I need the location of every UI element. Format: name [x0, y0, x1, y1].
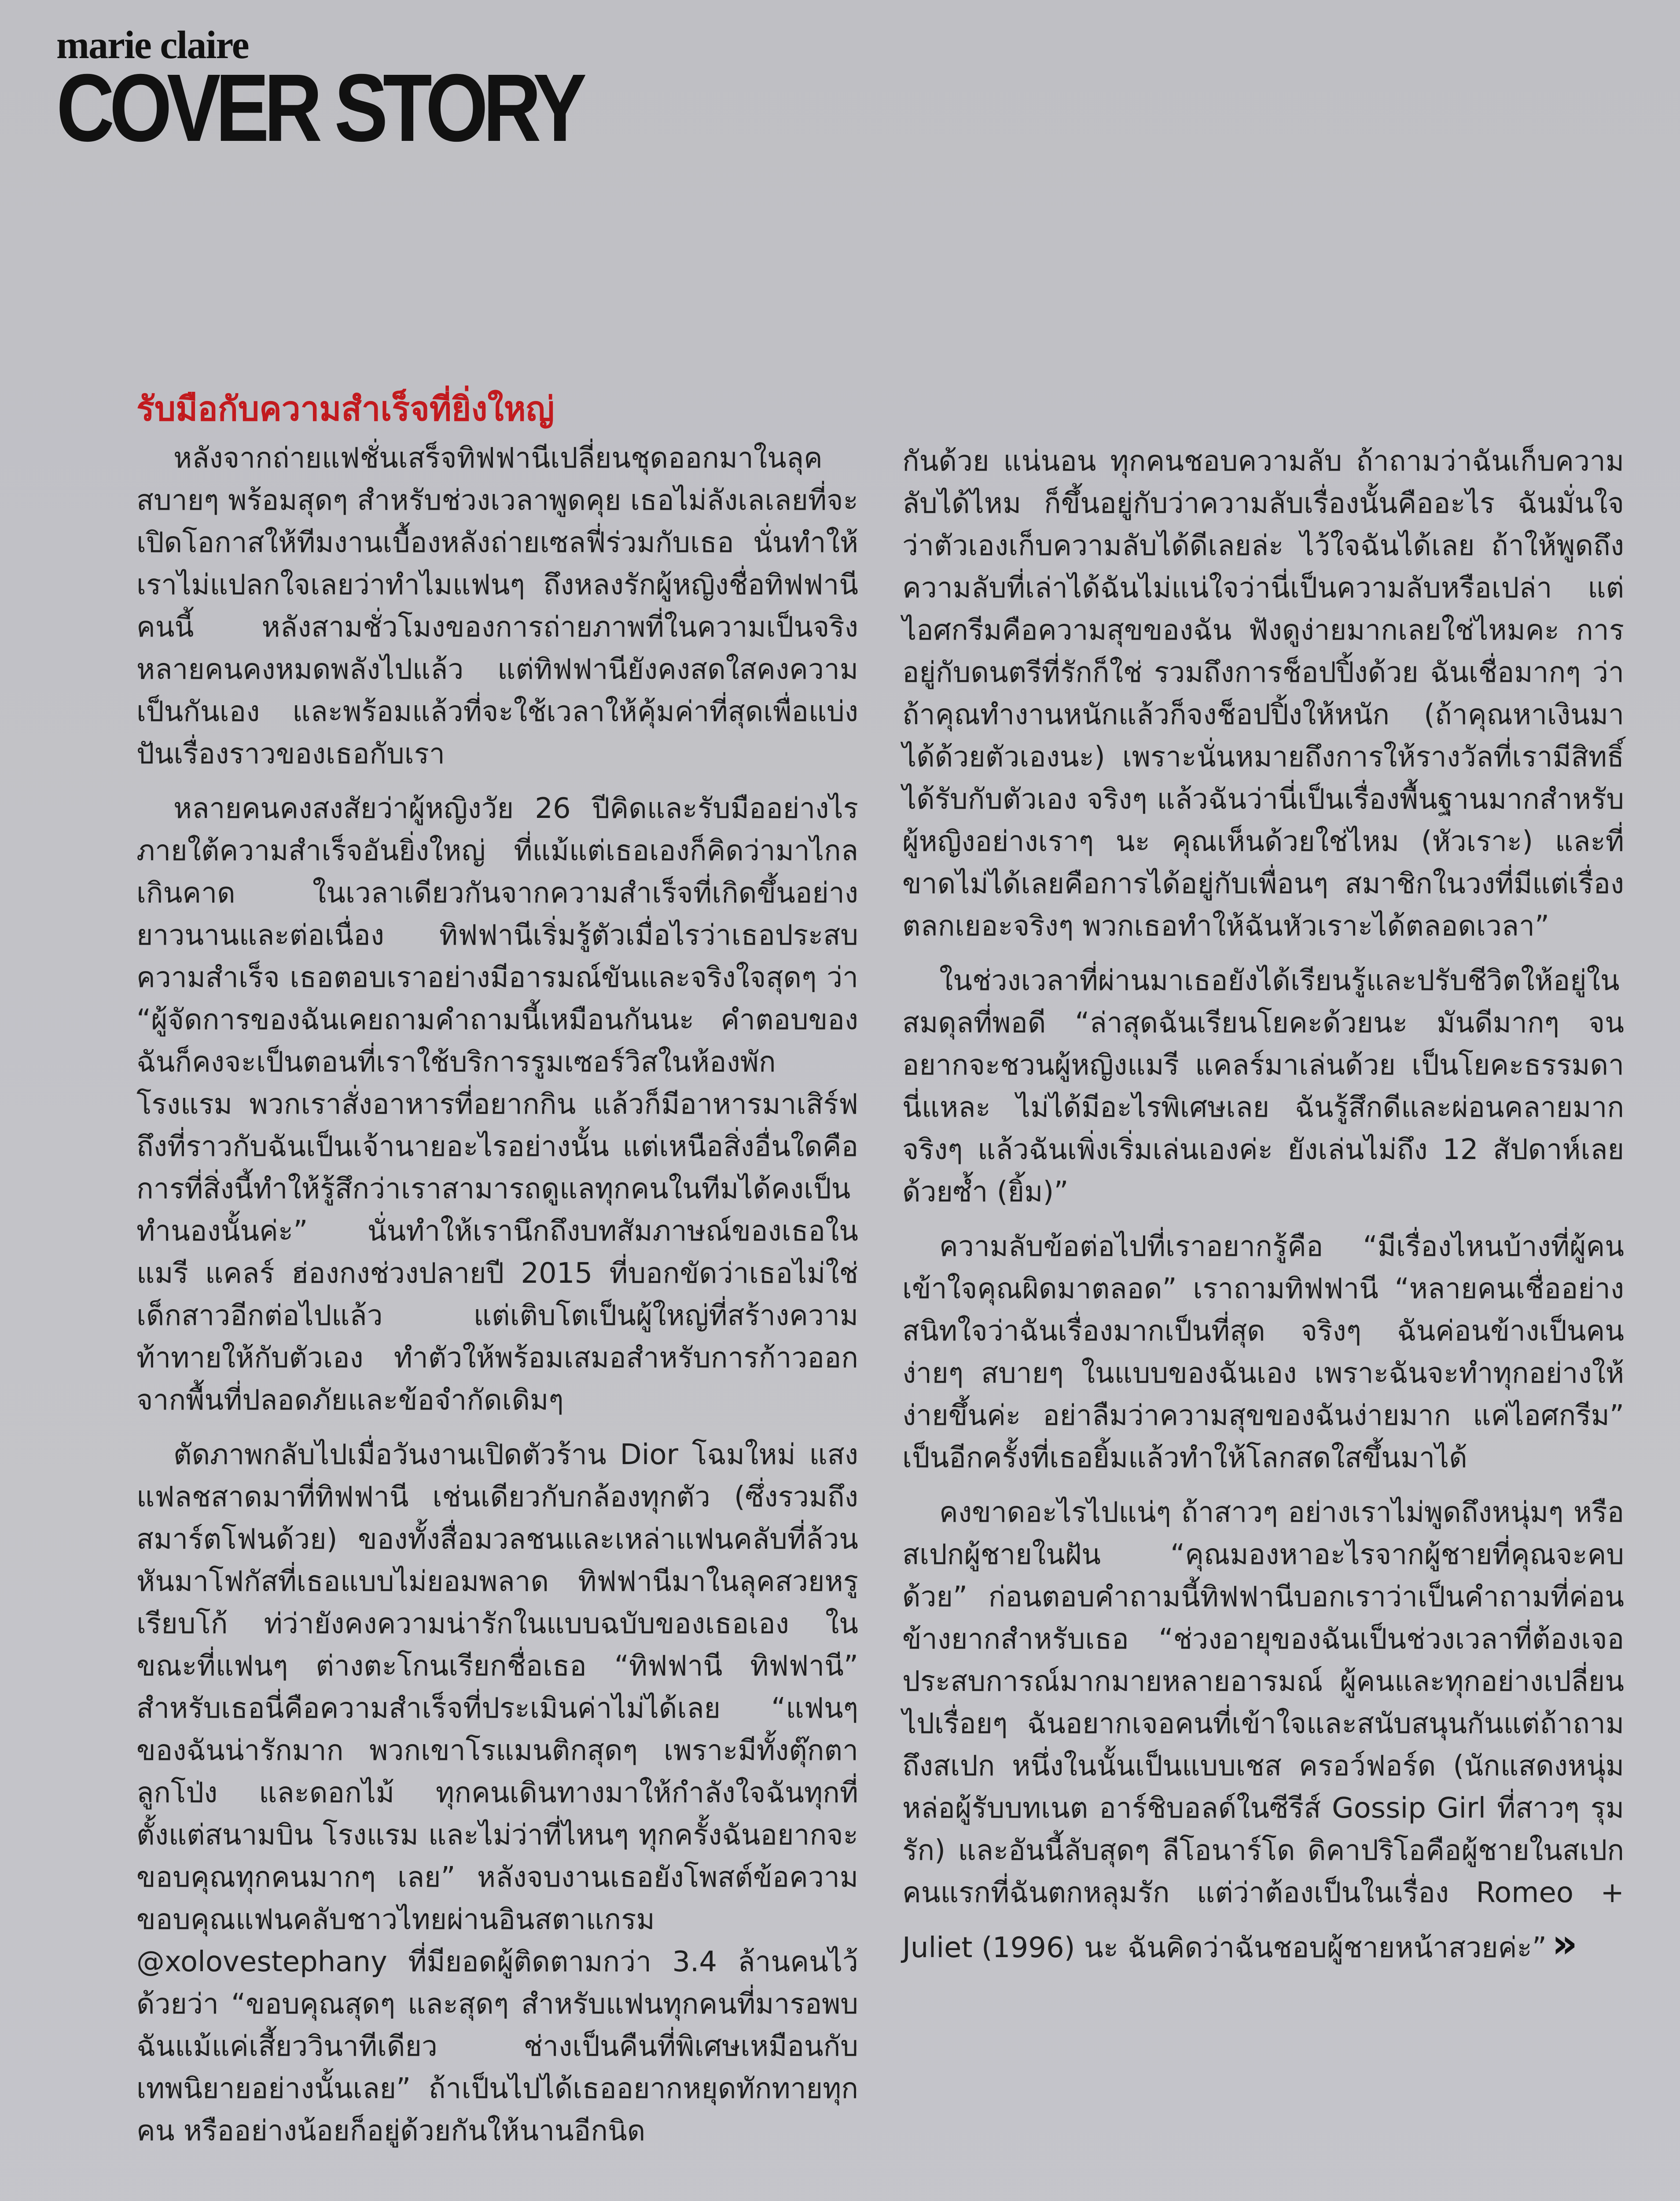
body-paragraph-final [902, 1491, 1624, 1973]
body-paragraph: ในช่วงเวลาที่ผ่านมาเธอยังได้เรียนรู้และปรับชีวิตให้อยู่ในสมดุลที่พอดี “ล่าสุดฉันเรียนโยคะด้วยนะ มันดีมากๆ จนอยากจะชวนผู้หญิงแมรี แคลร์มาเล่นด้วย เป็นโยคะธรรมดานี่แหละ ไม่ได้มีอะไรพิเศษเลย ฉันรู้สึกดีและผ่อนคลายมากจริงๆ แล้วฉันเพิ่งเริ่มเล่นเองค่ะ ยังเล่นไม่ถึง 12 สัปดาห์เลยด้วยซ้ำ (ยิ้ม)” [902, 964, 1624, 1208]
body-paragraph: หลายคนคงสงสัยว่าผู้หญิงวัย 26 ปีคิดและรับมืออย่างไรภายใต้ความสำเร็จอันยิ่งใหญ่ ที่แม้แต่เธอเองก็คิดว่ามาไกลเกินคาด ในเวลาเดียวกันจากความสำเร็จที่เกิดขึ้นอย่างยาวนานและต่อเนื่อง ทิฟฟานีเริ่มรู้ตัวเมื่อไรว่าเธอประสบความสำเร็จ เธอตอบเราอย่างมีอารมณ์ขันและจริงใจสุดๆ ว่า “ผู้จัดการของฉันเคยถามคำถามนี้เหมือนกันนะ คำตอบของฉันก็คงจะเป็นตอนที่เราใช้บริการรูมเซอร์วิสในห้องพักโรงแรม พวกเราสั่งอาหารที่อยากกิน แล้วก็มีอาหารมาเสิร์ฟถึงที่ราวกับฉันเป็นเจ้านายอะไรอย่างนั้น แต่เหนือสิ่งอื่นใดคือการที่สิ่งนี้ทำให้รู้สึกว่าเราสามารถดูแลทุกคนในทีมได้คงเป็นทำนองนั้นค่ะ” นั่นทำให้เรานึกถึงบทสัมภาษณ์ของเธอในแมรี แคลร์ ฮ่องกงช่วงปลายปี 2015 ที่บอกขัดว่าเธอไม่ใช่เด็กสาวอีกต่อไปแล้ว แต่เติบโตเป็นผู้ใหญ่ที่สร้างความท้าทายให้กับตัวเอง ทำตัวให้พร้อมเสมอสำหรับการก้าวออกจากพื้นที่ปลอดภัยและข้อจำกัดเดิมๆ [136, 792, 858, 1417]
body-paragraph: ความลับข้อต่อไปที่เราอยากรู้คือ “มีเรื่องไหนบ้างที่ผู้คนเข้าใจคุณผิดมาตลอด” เราถามทิฟฟานี “หลายคนเชื่ออย่างสนิทใจว่าฉันเรื่องมากเป็นที่สุด จริงๆ ฉันค่อนข้างเป็นคนง่ายๆ สบายๆ ในแบบของฉันเอง เพราะฉันจะทำทุกอย่างให้ง่ายขึ้นค่ะ อย่าลืมว่าความสุขของฉันง่ายมาก แค่ไอศกรีม” เป็นอีกครั้งที่เธอยิ้มแล้วทำให้โลกสดใสขึ้นมาได้ [902, 1230, 1624, 1474]
masthead [56, 23, 682, 162]
body-paragraph-continued: กันด้วย แน่นอน ทุกคนชอบความลับ ถ้าถามว่าฉันเก็บความลับได้ไหม ก็ขึ้นอยู่กับว่าความลับเรื่องนั้นคืออะไร ฉันมั่นใจว่าตัวเองเก็บความลับได้ดีเลยล่ะ ไว้ใจฉันได้เลย ถ้าให้พูดถึงความลับที่เล่าได้ฉันไม่แน่ใจว่านี่เป็นความลับหรือเปล่า แต่ไอศกรีมคือความสุขของฉัน ฟังดูง่ายมากเลยใช่ไหมคะ การอยู่กับดนตรีที่รักก็ใช่ รวมถึงการช็อปปิ้งด้วย ฉันเชื่อมากๆ ว่าถ้าคุณทำงานหนักแล้วก็จงช็อปปิ้งให้หนัก (ถ้าคุณหาเงินมาได้ด้วยตัวเองนะ) เพราะนั่นหมายถึงการให้รางวัลที่เรามีสิทธิ์ได้รับกับตัวเอง จริงๆ แล้วฉันว่านี่เป็นเรื่องพื้นฐานมากสำหรับผู้หญิงอย่างเราๆ นะ คุณเห็นด้วยใช่ไหม (หัวเราะ) และที่ขาดไม่ได้เลยคือการได้อยู่กับเพื่อนๆ สมาชิกในวงที่มีแต่เรื่องตลกเยอะจริงๆ พวกเธอทำให้ฉันหัวเราะได้ตลอดเวลา” [902, 445, 1624, 942]
right-column [902, 440, 1624, 1986]
body-paragraph-text: คงขาดอะไรไปแน่ๆ ถ้าสาวๆ อย่างเราไม่พูดถึงหนุ่มๆ หรือสเปกผู้ชายในฝัน “คุณมองหาอะไรจากผู้ชายที่คุณจะคบด้วย” ก่อนตอบคำถามนี้ทิฟฟานีบอกเราว่าเป็นคำถามที่ค่อนข้างยากสำหรับเธอ “ช่วงอายุของฉันเป็นช่วงเวลาที่ต้องเจอประสบการณ์มากมายหลายอารมณ์ ผู้คนและทุกอย่างเปลี่ยนไปเรื่อยๆ ฉันอยากเจอคนที่เข้าใจและสนับสนุนกันแต่ถ้าถามถึงสเปก หนึ่งในนั้นเป็นแบบเชส ครอว์ฟอร์ด (นักแสดงหนุ่มหล่อผู้รับบทเนต อาร์ชิบอลด์ในซีรีส์ Gossip Girl ที่สาวๆ รุมรัก) และอันนี้ลับสุดๆ ลีโอนาร์โด ดิคาปริโอคือผู้ชายในสเปกคนแรกที่ฉันตกหลุมรัก แต่ว่าต้องเป็นในเรื่อง Romeo + Juliet (1996) นะ ฉันคิดว่าฉันชอบผู้ชายหน้าสวยค่ะ” [902, 1496, 1624, 1964]
section-title: COVER STORY [56, 55, 582, 162]
section-heading-success: รับมือกับความสำเร็จที่ยิ่งใหญ่ [136, 389, 555, 428]
body-paragraph: หลังจากถ่ายแฟชั่นเสร็จทิฟฟานีเปลี่ยนชุดออกมาในลุคสบายๆ พร้อมสุดๆ สำหรับช่วงเวลาพูดคุย เธอไม่ลังเลเลยที่จะเปิดโอกาสให้ทีมงานเบื้องหลังถ่ายเซลฟี่ร่วมกับเธอ นั่นทำให้เราไม่แปลกใจเลยว่าทำไมแฟนๆ ถึงหลงรักผู้หญิงชื่อทิฟฟานีคนนี้ หลังสามชั่วโมงของการถ่ายภาพที่ในความเป็นจริงหลายคนคงหมดพลังไปแล้ว แต่ทิฟฟานียังคงสดใสคงความเป็นกันเอง และพร้อมแล้วที่จะใช้เวลาให้คุ้มค่าที่สุดเพื่อแบ่งปันเรื่องราวของเธอกับเรา [136, 442, 858, 770]
continue-mark: » [1551, 1921, 1578, 1967]
left-column [136, 387, 858, 2201]
body-paragraph: ตัดภาพกลับไปเมื่อวันงานเปิดตัวร้าน Dior โฉมใหม่ แสงแฟลชสาดมาที่ทิฟฟานี เช่นเดียวกับกล้องทุกตัว (ซึ่งรวมถึงสมาร์ตโฟนด้วย) ของทั้งสื่อมวลชนและเหล่าแฟนคลับที่ล้วนหันมาโฟกัสที่เธอแบบไม่ยอมพลาด ทิฟฟานีมาในลุคสวยหรูเรียบโก้ ท่ว่ายังคงความน่ารักในแบบฉบับของเธอเอง ในขณะที่แฟนๆ ต่างตะโกนเรียกชื่อเธอ “ทิฟฟานี ทิฟฟานี” สำหรับเธอนี่คือความสำเร็จที่ประเมินค่าไม่ได้เลย “แฟนๆ ของฉันน่ารักมาก พวกเขาโรแมนติกสุดๆ เพราะมีทั้งตุ๊กตา ลูกโป่ง และดอกไม้ ทุกคนเดินทางมาให้กำลังใจฉันทุกที่ตั้งแต่สนามบิน โรงแรม และไม่ว่าที่ไหนๆ ทุกครั้งฉันอยากจะขอบคุณทุกคนมากๆ เลย” หลังจบงานเธอยังโพสต์ข้อความขอบคุณแฟนคลับชาวไทยผ่านอินสตาแกรม @xolovestephany ที่มียอดผู้ติดตามกว่า 3.4 ล้านคนไว้ด้วยว่า “ขอบคุณสุดๆ และสุดๆ สำหรับแฟนทุกคนที่มารอพบฉันแม้แค่เสี้ยววินาทีเดียว ช่างเป็นคืนที่พิเศษเหมือนกับเทพนิยายอย่างนั้นเลย” ถ้าเป็นไปได้เธออยากหยุดทักทายทุกคน หรืออย่างน้อยก็อยู่ด้วยกันให้นานอีกนิด [136, 1438, 858, 2147]
magazine-name: marie claire [56, 23, 249, 67]
